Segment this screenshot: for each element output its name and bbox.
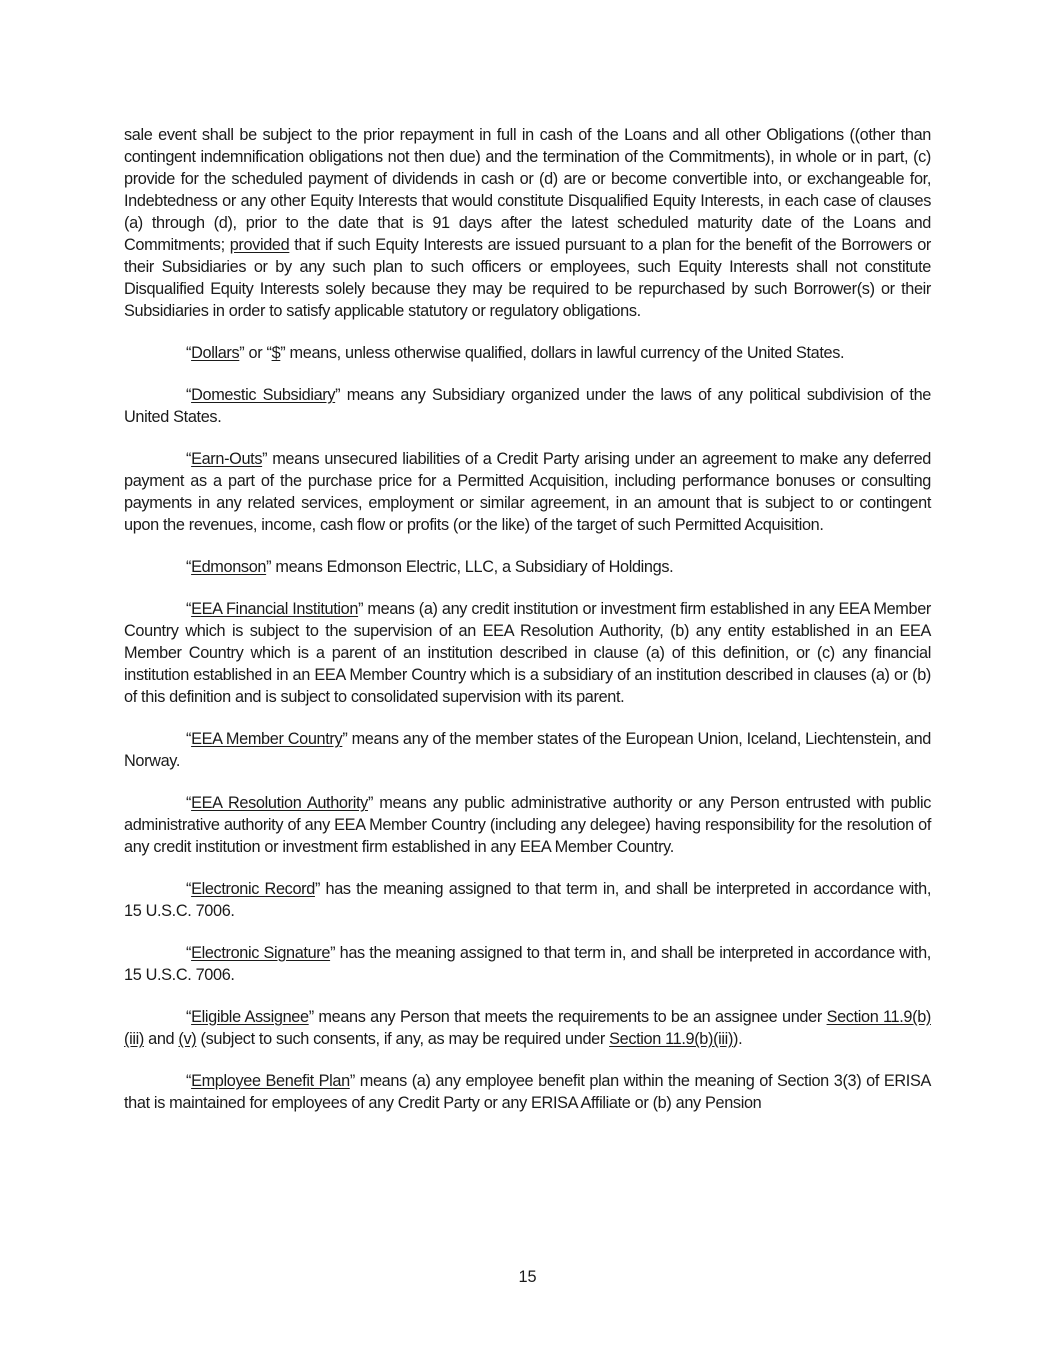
defined-term: Electronic Signature	[191, 944, 331, 962]
definition-eea-resolution-authority	[124, 792, 931, 858]
continuation-text-2: that if such Equity Interests are issued pursuant to a plan for the benefit of the Borrowers or their Subsidiaries or by any such plan to such officers or employees, such Equity Interests shall not constitute Disqualified Equity Interests solely because they may be required to be repurchased by such Borrower(s) or their Subsidiaries in order to satisfy applicable statutory or regulatory obligations.	[124, 236, 931, 320]
definition-eligible-assignee	[124, 1006, 931, 1050]
definition-eea-financial-institution	[124, 598, 931, 708]
open-quote: “	[186, 1008, 192, 1026]
open-quote: “	[186, 450, 192, 468]
defined-term: EEA Member Country	[191, 730, 343, 748]
open-quote: “	[186, 794, 192, 812]
definition-text: (subject to such consents, if any, as may be required under	[196, 1030, 610, 1048]
definition-electronic-record	[124, 878, 931, 922]
definition-text: ” has the meaning assigned to that term in, and shall be interpreted in accordance with, 15 U.S.C. 7006.	[124, 944, 931, 984]
defined-term: EEA Resolution Authority	[191, 794, 368, 812]
section-reference: Section 11.9(b)(iii)	[124, 1008, 931, 1048]
open-quote: “	[186, 1072, 192, 1090]
open-quote: “	[186, 730, 192, 748]
section-reference: (v)	[178, 1030, 197, 1048]
definition-employee-benefit-plan	[124, 1070, 931, 1114]
definition-earn-outs	[124, 448, 931, 536]
definition-domestic-subsidiary	[124, 384, 931, 428]
open-quote: “	[186, 386, 192, 404]
open-quote: “	[186, 880, 192, 898]
defined-term: Electronic Record	[191, 880, 315, 898]
definition-text: ” means any Subsidiary organized under the laws of any political subdivision of the United States.	[124, 386, 931, 426]
defined-term: EEA Financial Institution	[191, 600, 359, 618]
defined-term: Edmonson	[191, 558, 267, 576]
definition-eea-member-country	[124, 728, 931, 772]
quote-separator: ” or “	[239, 344, 272, 362]
continuation-text: sale event shall be subject to the prior repayment in full in cash of the Loans and all other Obligations ((other than contingent indemnification obligations not then due) and the termination of the Commitments), in whole or in part, (c) provide for the scheduled payment of dividends in cash or (d) are or become convertible into, or exchangeable for, Indebtedness or any other Equity Interests that would constitute Disqualified Equity Interests, in each case of clauses (a) through (d), prior to the date that is 91 days after the latest scheduled maturity date of the Loans and Commitments;	[124, 126, 931, 254]
definition-dollars	[124, 342, 931, 364]
definition-text: ” has the meaning assigned to that term in, and shall be interpreted in accordance with, 15 U.S.C. 7006.	[124, 880, 931, 920]
definition-text: and	[143, 1030, 179, 1048]
definition-text: ” means any public administrative authority or any Person entrusted with public administrative authority of any EEA Member Country (including any delegee) having responsibility for the resolution of any credit institution or investment firm established in any EEA Member Country.	[124, 794, 932, 856]
open-quote: “	[186, 558, 192, 576]
defined-term: Domestic Subsidiary	[191, 386, 336, 404]
defined-term: Dollars	[191, 344, 240, 362]
definition-text: ” means, unless otherwise qualified, dollars in lawful currency of the United States.	[280, 344, 845, 362]
definition-text: ” means (a) any credit institution or investment firm established in any EEA Member Country which is subject to the supervision of an EEA Resolution Authority, (b) any entity established in an EEA Member Country which is a parent of an institution described in clause (a) of this definition, or (c) any financial institution established in an EEA Member Country which is a subsidiary of an institution described in clauses (a) or (b) of this definition and is subject to consolidated supervision with its parent.	[124, 600, 931, 706]
provided-term: provided	[229, 236, 290, 254]
document-body	[124, 124, 931, 1134]
continuation-paragraph	[124, 124, 931, 322]
definition-text: ” means any of the member states of the European Union, Iceland, Liechtenstein, and Norway.	[124, 730, 931, 770]
page-number: 15	[518, 1268, 537, 1286]
definition-text: ” means Edmonson Electric, LLC, a Subsidiary of Holdings.	[266, 558, 674, 576]
defined-term: Employee Benefit Plan	[191, 1072, 350, 1090]
definition-text: ” means any Person that meets the requirements to be an assignee under	[308, 1008, 827, 1026]
definition-text: ” means unsecured liabilities of a Credit Party arising under an agreement to make any deferred payment as a part of the purchase price for a Permitted Acquisition, including performance bonuses or consulting payments in any related services, employment or similar agreement, in an amount that is subject to or contingent upon the revenues, income, cash flow or profits (or the like) of the target of such Permitted Acquisition.	[124, 450, 931, 534]
defined-term: Eligible Assignee	[191, 1008, 309, 1026]
open-quote: “	[186, 600, 192, 618]
section-reference: Section 11.9(b)(iii)	[609, 1030, 734, 1048]
defined-term: Earn-Outs	[191, 450, 263, 468]
definition-edmonson	[124, 556, 931, 578]
open-quote: “	[186, 344, 192, 362]
definition-electronic-signature	[124, 942, 931, 986]
open-quote: “	[186, 944, 192, 962]
defined-term: $	[271, 344, 281, 362]
definition-text: ).	[733, 1030, 743, 1048]
definition-text: ” means (a) any employee benefit plan within the meaning of Section 3(3) of ERISA that is maintained for employees of any Credit Party or any ERISA Affiliate or (b) any Pension	[124, 1072, 931, 1112]
